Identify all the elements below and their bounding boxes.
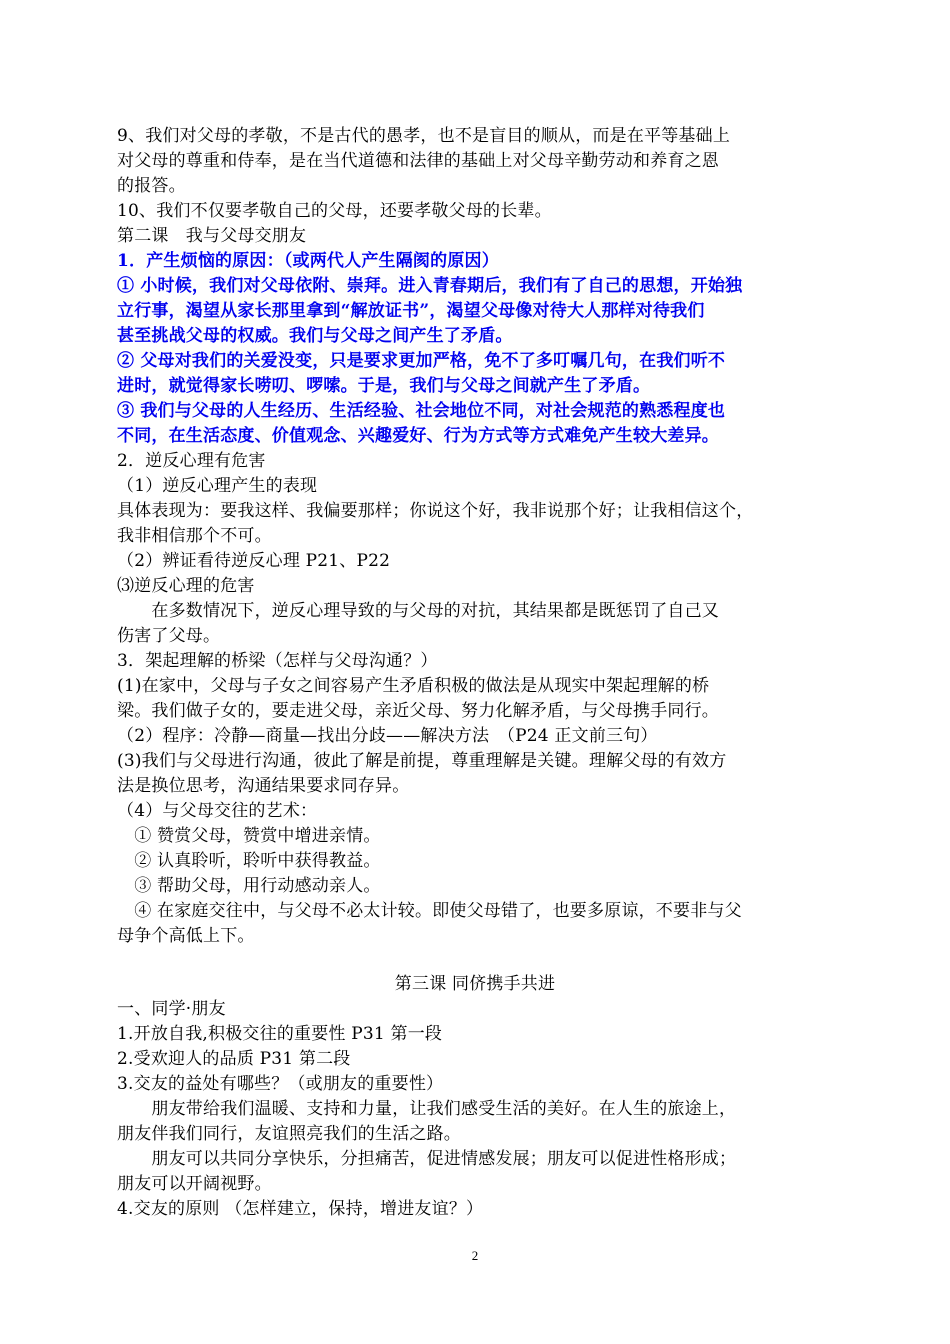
text-line: (1)在家中，父母与子女之间容易产生矛盾积极的做法是从现实中架起理解的桥 — [117, 676, 710, 696]
text-line: 母争个高低上下。 — [117, 926, 255, 946]
text-line: （2）辨证看待逆反心理 P21、P22 — [117, 551, 391, 571]
text-line: （1）逆反心理产生的表现 — [117, 476, 318, 496]
text-line: 伤害了父母。 — [117, 626, 221, 646]
text-line: ③ 帮助父母，用行动感动亲人。 — [117, 876, 381, 896]
text-line: 的报答。 — [117, 176, 186, 196]
text-line: 朋友可以共同分享快乐，分担痛苦，促进情感发展；朋友可以促进性格形成； — [117, 1149, 737, 1169]
text-line: 在多数情况下，逆反心理导致的与父母的对抗，其结果都是既惩罚了自己又 — [117, 601, 719, 621]
text-line: ② 认真聆听，聆听中获得教益。 — [117, 851, 381, 871]
text-line: 朋友带给我们温暖、支持和力量，让我们感受生活的美好。在人生的旅途上， — [117, 1099, 737, 1119]
text-line: 10、我们不仅要孝敬自己的父母，还要孝敬父母的长辈。 — [117, 201, 552, 221]
lesson-heading: 第二课 我与父母交朋友 — [117, 226, 307, 246]
text-line: 1.开放自我,积极交往的重要性 P31 第一段 — [117, 1024, 443, 1044]
text-line: 一、同学·朋友 — [117, 999, 226, 1019]
text-line: 对父母的尊重和侍奉，是在当代道德和法律的基础上对父母辛勤劳动和养育之恩 — [117, 151, 719, 171]
text-line: （2）程序：冷静—商量—找出分歧——解决方法 （P24 正文前三句） — [117, 726, 658, 746]
text-line: 我非相信那个不可。 — [117, 526, 272, 546]
highlight-line: 不同，在生活态度、价值观念、兴趣爱好、行为方式等方式难免产生较大差异。 — [117, 426, 719, 446]
highlight-line: ③ 我们与父母的人生经历、生活经验、社会地位不同，对社会规范的熟悉程度也 — [117, 401, 726, 421]
highlight-line: ① 小时候，我们对父母依附、崇拜。进入青春期后，我们有了自己的思想，开始独 — [117, 276, 743, 296]
text-line: (3)我们与父母进行沟通，彼此了解是前提，尊重理解是关键。理解父母的有效方 — [117, 751, 727, 771]
text-line: 具体表现为：要我这样、我偏要那样；你说这个好，我非说那个好；让我相信这个， — [117, 501, 754, 521]
text-line: 9、我们对父母的孝敬，不是古代的愚孝，也不是盲目的顺从，而是在平等基础上 — [117, 126, 731, 146]
highlight-line: ② 父母对我们的关爱没变，只是要求更加严格，免不了多叮嘱几句，在我们听不 — [117, 351, 726, 371]
text-line: 3．架起理解的桥梁（怎样与父母沟通？） — [117, 651, 438, 671]
text-line: 梁。我们做子女的，要走进父母，亲近父母、努力化解矛盾，与父母携手同行。 — [117, 701, 719, 721]
text-line: ④ 在家庭交往中，与父母不必太计较。即使父母错了，也要多原谅，不要非与父 — [117, 901, 742, 921]
lesson-title: 第三课 同侪携手共进 — [394, 974, 556, 994]
text-line: 朋友可以开阔视野。 — [117, 1174, 272, 1194]
page-number: 2 — [471, 1248, 479, 1263]
text-line: ① 赞赏父母，赞赏中增进亲情。 — [117, 826, 381, 846]
highlight-line: 立行事，渴望从家长那里拿到“解放证书”，渴望父母像对待大人那样对待我们 — [117, 301, 705, 321]
highlight-heading: 1．产生烦恼的原因：（或两代人产生隔阂的原因） — [117, 251, 499, 271]
highlight-line: 甚至挑战父母的权威。我们与父母之间产生了矛盾。 — [117, 326, 513, 346]
text-line: 2．逆反心理有危害 — [117, 451, 266, 471]
text-line: 2.受欢迎人的品质 P31 第二段 — [117, 1049, 351, 1069]
text-line: 朋友伴我们同行，友谊照亮我们的生活之路。 — [117, 1124, 461, 1144]
text-line: ⑶逆反心理的危害 — [117, 576, 255, 596]
text-line: 3.交友的益处有哪些？（或朋友的重要性） — [117, 1074, 444, 1094]
text-line: （4）与父母交往的艺术： — [117, 801, 318, 821]
text-line: 4.交友的原则 （怎样建立，保持，增进友谊？） — [117, 1199, 484, 1219]
text-line: 法是换位思考，沟通结果要求同存异。 — [117, 776, 410, 796]
highlight-line: 进时，就觉得家长唠叨、啰嗦。于是，我们与父母之间就产生了矛盾。 — [117, 376, 651, 396]
